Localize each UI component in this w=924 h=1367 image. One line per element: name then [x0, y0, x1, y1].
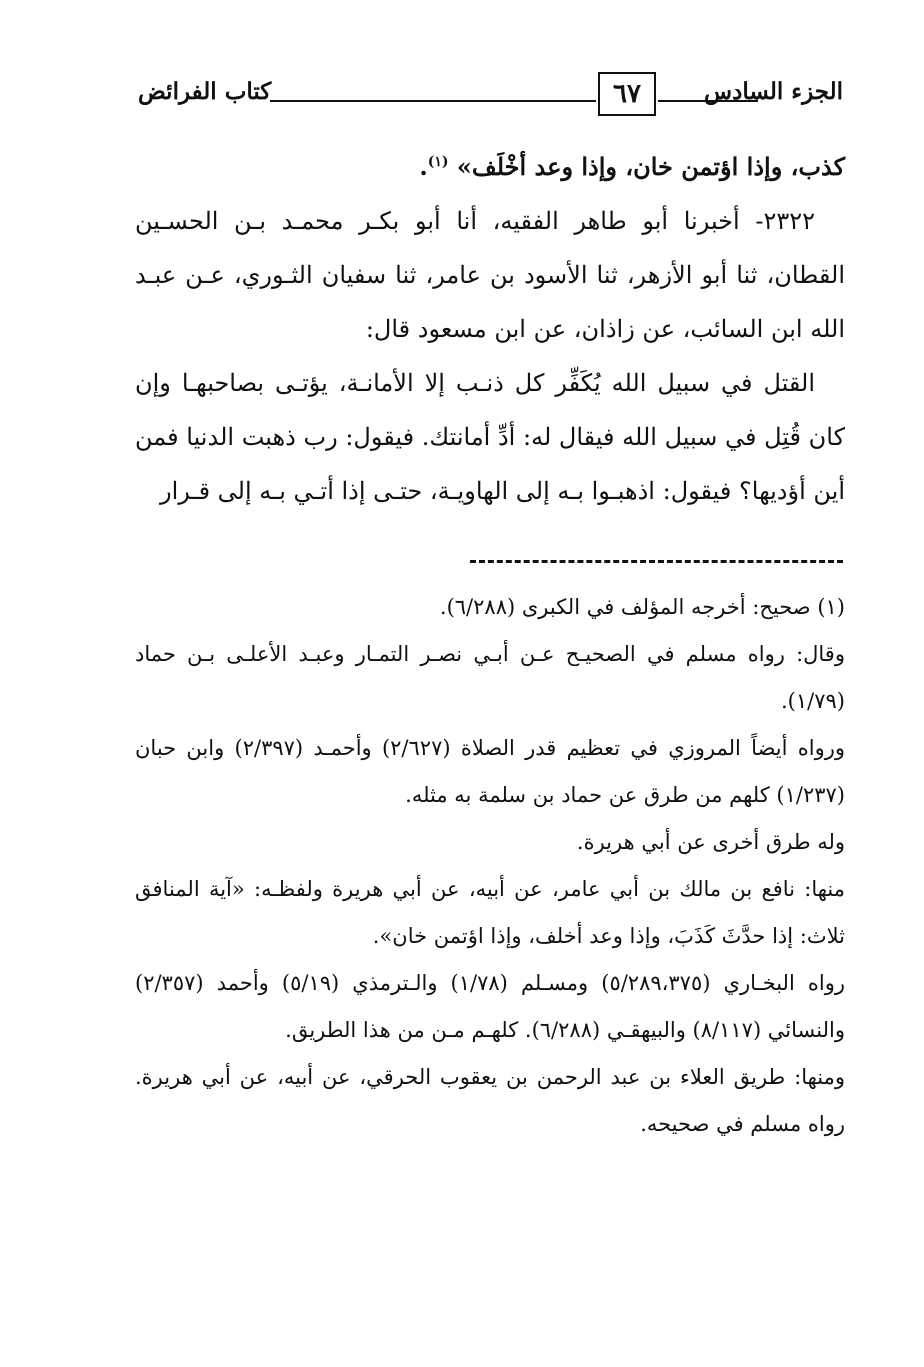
footnote-separator	[470, 560, 843, 563]
footnote-line: وله طرق أخرى عن أبي هريرة.	[576, 830, 845, 854]
footnote-line: منها: نافع بن مالك بن أبي عامر، عن أبيه، عن أبي هريرة ولفظـه: «آية المنافق ثلاث: إذا حدَّثَ كَذَبَ، وإذا وعد أخلف، وإذا اؤتمن خان».	[135, 877, 845, 948]
hadith-isnad: ٢٣٢٢- أخبرنا أبو طاهر الفقيه، أنا أبو بكـر محمـد بـن الحسـين القطان، ثنا أبو الأزهر، ثنا الأسود بن عامر، ثنا سفيان الثـوري، عـن عبـد الله ابن السائب، عن زاذان، عن ابن مسعود قال:	[135, 207, 845, 343]
header-rule-right	[658, 100, 758, 102]
footnote-line: ورواه أيضاً المروزي في تعظيم قدر الصلاة (٢/٦٢٧) وأحمـد (٢/٣٩٧) وابن حبان (١/٢٣٧) كلهم من طرق عن حماد بن سلمة به مثله.	[135, 736, 845, 807]
footnote-reference: (١)	[427, 154, 449, 170]
continued-text: كذب، وإذا اؤتمن خان، وإذا وعد أخْلَف»	[456, 152, 845, 181]
hadith-matn: القتل في سبيل الله يُكَفِّر كل ذنـب إلا الأمانـة، يؤتـى بصاحبهـا وإن كان قُتِل في سبيل الله فيقال له: أدِّ أمانتك. فيقول: رب ذهبت الدنيا فمن أين أؤديها؟ فيقول: اذهبـوا بـه إلى الهاويـة، حتـى إذا أتـي بـه إلى قـرار	[135, 369, 845, 505]
volume-title: الجزء السادس	[704, 78, 843, 105]
footnote-1: (١) صحيح: أخرجه المؤلف في الكبرى (٦/٢٨٨).	[439, 595, 845, 619]
footnote-line: رواه البخـاري (٥/٢٨٩،٣٧٥) ومسـلم (١/٧٨) والـترمذي (٥/١٩) وأحمد (٢/٣٥٧) والنسائي (٨/١١٧) والبيهقـي (٦/٢٨٨). كلهـم مـن من هذا الطريق.	[135, 971, 845, 1042]
footnote-line: ومنها: طريق العلاء بن عبد الرحمن بن يعقوب الحرقي، عن أبيه، عن أبي هريرة. رواه مسلم في صحيحه.	[135, 1065, 845, 1136]
continued-line: كذب، وإذا اؤتمن خان، وإذا وعد أخْلَف» $^{(١)}$.	[419, 152, 845, 181]
footnotes	[135, 584, 845, 1148]
footnote-line: وقال: رواه مسلم في الصحيـح عـن أبـي نصـر التمـار وعبـد الأعلـى بـن حماد (١/٧٩).	[135, 642, 845, 713]
book-title: كتاب الفرائض	[138, 78, 272, 105]
page-header	[138, 72, 843, 122]
main-text	[135, 135, 845, 518]
header-rule-left	[270, 100, 596, 102]
page-number: ٦٧	[598, 72, 656, 116]
